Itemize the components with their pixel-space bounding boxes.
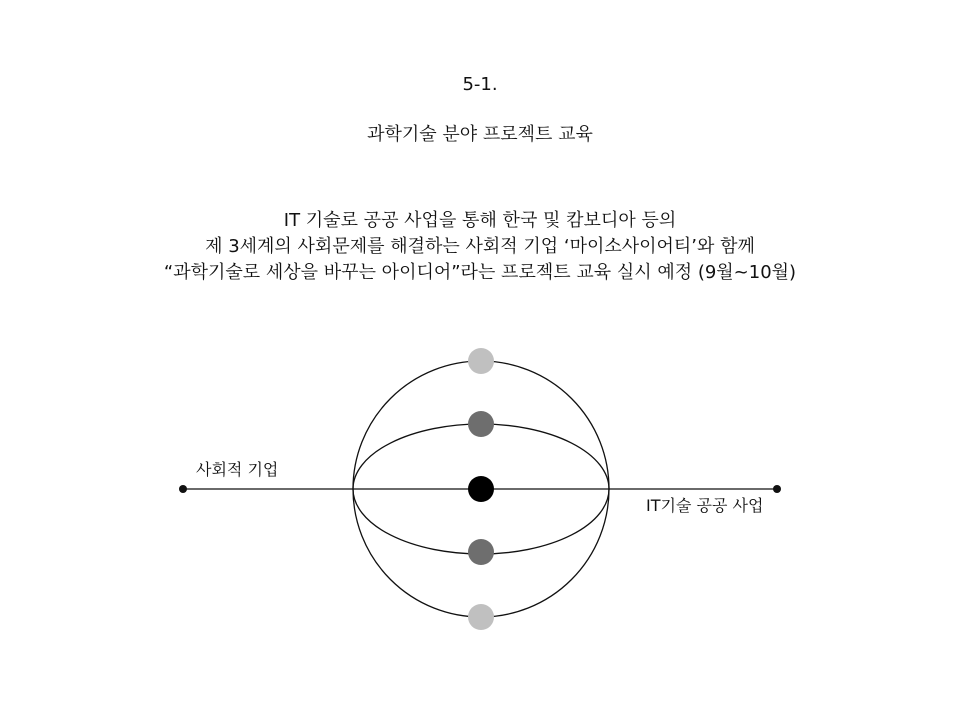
it-public-project-label: IT기술 공공 사업 <box>646 496 764 515</box>
social-enterprise-label: 사회적 기업 <box>196 460 279 479</box>
bottom-outer-dot <box>468 604 494 630</box>
body-line-3: “과학기술로 세상을 바꾸는 아이디어”라는 프로젝트 교육 실시 예정 (9월~10월) <box>163 262 797 283</box>
slide-heading: 과학기술 분야 프로젝트 교육 <box>367 124 593 145</box>
slide-number: 5-1. <box>462 74 498 95</box>
bottom-inner-dot <box>468 539 494 565</box>
top-outer-dot <box>468 348 494 374</box>
left-endpoint-dot <box>179 485 187 493</box>
body-line-1: IT 기술로 공공 사업을 통해 한국 및 캄보디아 등의 <box>283 210 677 231</box>
top-inner-dot <box>468 411 494 437</box>
center-dot <box>468 476 494 502</box>
body-line-2: 제 3세계의 사회문제를 해결하는 사회적 기업 ‘마이소사이어티’와 함께 <box>205 236 755 257</box>
right-endpoint-dot <box>773 485 781 493</box>
